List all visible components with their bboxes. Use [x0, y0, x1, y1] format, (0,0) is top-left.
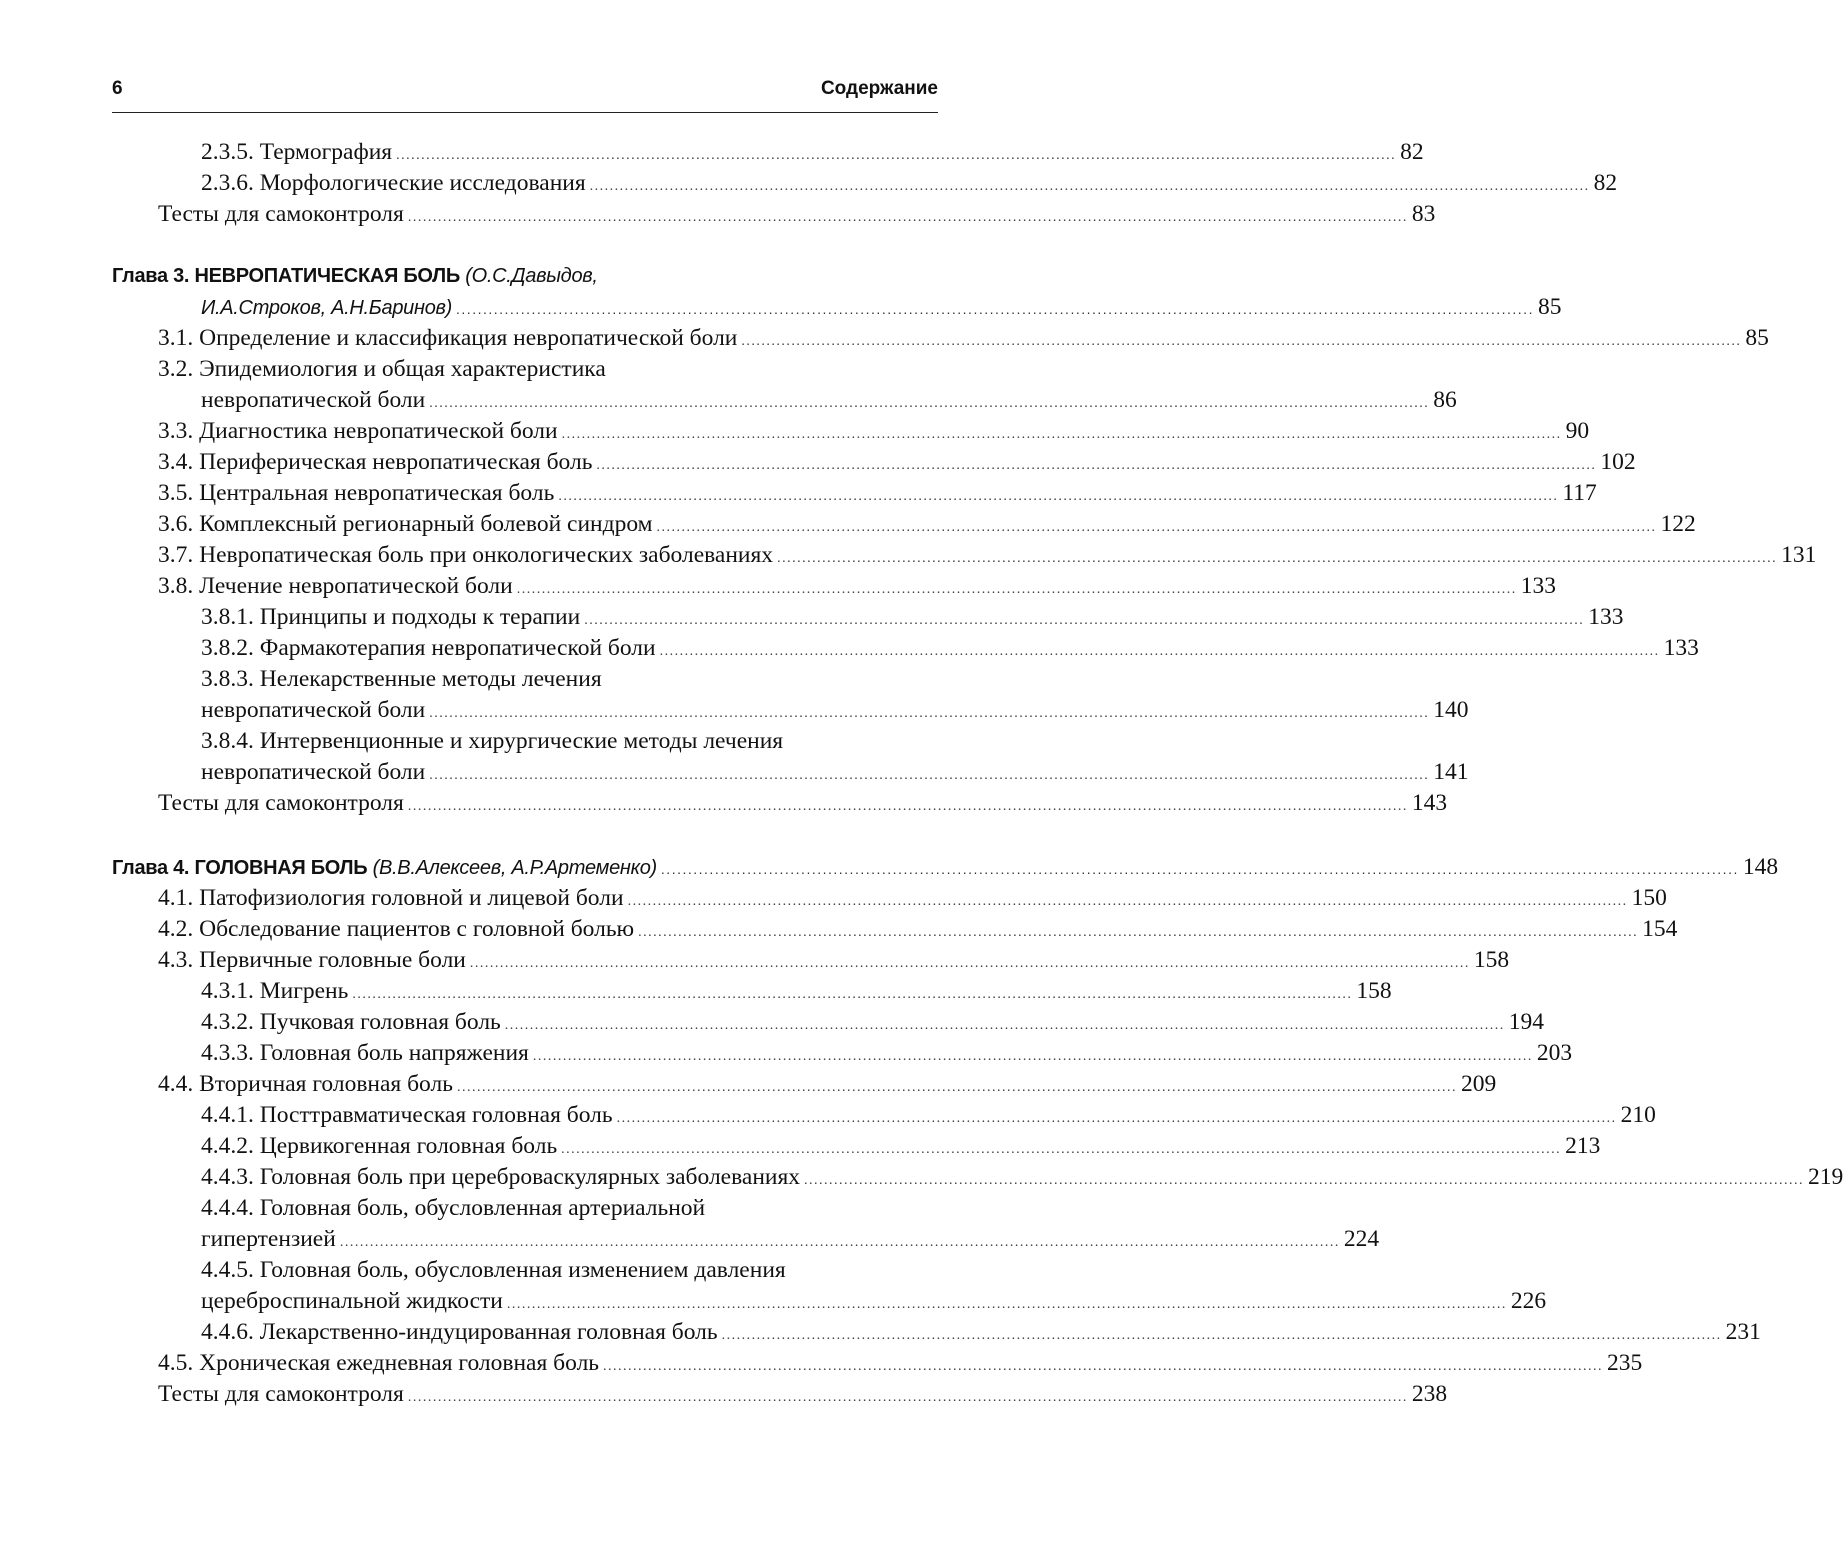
entry-number: 4.4.3. — [201, 1164, 254, 1190]
leader-dots: ........................................................................................................................................................................................................ — [589, 179, 1590, 194]
entry-page: 131 — [1781, 542, 1817, 568]
leader-dots: ........................................................................................................................................................................................................ — [469, 956, 1470, 971]
chapter-title: ГОЛОВНАЯ БОЛЬ — [194, 857, 368, 879]
entry-title: Посттравматическая головная боль — [259, 1102, 613, 1128]
leader-dots: ........................................................................................................................................................................................................ — [656, 520, 1657, 535]
entry-page: 154 — [1642, 916, 1678, 942]
leader-dots: ........................................................................................................................................................................................................ — [516, 582, 1517, 597]
page-header — [112, 78, 938, 113]
chapter-title: НЕВРОПАТИЧЕСКАЯ БОЛЬ — [194, 265, 460, 287]
toc-entry[interactable] — [201, 137, 1424, 168]
entry-title: Фармакотерапия невропатической боли — [259, 635, 656, 661]
leader-dots: ........................................................................................................................................................................................................ — [777, 551, 1778, 566]
entry-number: 3.7. — [158, 542, 194, 568]
toc-entry[interactable] — [201, 664, 931, 695]
entry-number: 3.3. — [158, 418, 194, 444]
entry-title: Тесты для самоконтроля — [158, 790, 404, 816]
toc-entry[interactable] — [158, 509, 1696, 540]
leader-dots: ........................................................................................................................................................................................................ — [407, 1390, 1408, 1405]
entry-number: 4.4.2. — [201, 1133, 254, 1159]
leader-dots: ........................................................................................................................................................................................................ — [532, 1049, 1533, 1064]
entry-page: 231 — [1725, 1319, 1761, 1345]
toc-entry[interactable] — [158, 945, 1510, 976]
toc-entry[interactable] — [201, 1162, 1843, 1193]
leader-dots: ........................................................................................................................................................................................................ — [429, 396, 1430, 411]
leader-dots: ........................................................................................................................................................................................................ — [659, 644, 1660, 659]
entry-title: невропатической боли — [201, 697, 426, 723]
toc-entry[interactable] — [158, 788, 1448, 819]
entry-title: Термография — [259, 139, 393, 165]
running-title: Содержание — [820, 78, 938, 99]
entry-title: Первичные головные боли — [199, 947, 466, 973]
entry-page: 85 — [1745, 325, 1769, 351]
entry-title: Нелекарственные методы лечения — [259, 666, 602, 692]
entry-number: 3.6. — [158, 511, 194, 537]
toc-entry[interactable] — [201, 1131, 1601, 1162]
toc-entry[interactable] — [201, 1007, 1545, 1038]
entry-title: Периферическая невропатическая боль — [199, 449, 593, 475]
entry-number: 4.4.4. — [201, 1195, 254, 1221]
leader-dots: ........................................................................................................................................................................................................ — [616, 1111, 1617, 1126]
entry-page: 194 — [1508, 1009, 1545, 1035]
entry-title: Обследование пациентов с головной болью — [199, 916, 635, 942]
toc-entry[interactable] — [158, 478, 1597, 509]
toc-entry[interactable] — [201, 1193, 931, 1224]
toc-entry[interactable] — [158, 914, 1678, 945]
entry-page: 224 — [1343, 1226, 1380, 1252]
entry-page: 133 — [1663, 635, 1699, 661]
leader-dots: ........................................................................................................................................................................................................ — [561, 427, 1562, 442]
entry-page: 219 — [1808, 1164, 1843, 1190]
entry-number: 4.3.2. — [201, 1009, 254, 1035]
toc-entry[interactable] — [201, 168, 1618, 199]
entry-number: 4.4.6. — [201, 1319, 254, 1345]
entry-page: 150 — [1631, 885, 1667, 911]
entry-page: 158 — [1473, 947, 1510, 973]
entry-page: 140 — [1433, 697, 1469, 723]
chapter-heading-continued[interactable] — [201, 292, 1562, 323]
leader-dots: ........................................................................................................................................................................................................ — [407, 210, 1408, 225]
entry-number: 4.2. — [158, 916, 194, 942]
toc-entry[interactable] — [201, 602, 1624, 633]
toc-entry[interactable] — [201, 1317, 1761, 1348]
entry-page: 83 — [1411, 201, 1436, 227]
toc-entry[interactable] — [158, 1379, 1448, 1410]
leader-dots: ........................................................................................................................................................................................................ — [429, 768, 1430, 783]
entry-number: 4.1. — [158, 885, 194, 911]
entry-number: 3.5. — [158, 480, 194, 506]
entry-title: Морфологические исследования — [259, 170, 586, 196]
leader-dots: ........................................................................................................................................................................................................ — [596, 458, 1597, 473]
leader-dots: ........................................................................................................................................................................................................ — [584, 613, 1585, 628]
entry-number: 3.4. — [158, 449, 194, 475]
entry-page: 85 — [1537, 294, 1562, 320]
leader-dots: ........................................................................................................................................................................................................ — [660, 861, 1739, 877]
entry-page: 90 — [1565, 418, 1590, 444]
toc-entry-continued[interactable] — [201, 757, 1469, 788]
leader-dots: ........................................................................................................................................................................................................ — [506, 1297, 1507, 1312]
leader-dots: ........................................................................................................................................................................................................ — [456, 1080, 1457, 1095]
toc-entry[interactable] — [201, 726, 931, 757]
entry-page: 210 — [1620, 1102, 1656, 1128]
chapter-label: Глава 4. — [112, 857, 190, 879]
chapter-heading[interactable] — [112, 852, 1779, 883]
entry-number: 4.3. — [158, 947, 194, 973]
toc-entry[interactable] — [158, 447, 1636, 478]
toc-entry[interactable] — [201, 1255, 931, 1286]
toc-entry[interactable] — [158, 354, 931, 385]
entry-page: 102 — [1600, 449, 1636, 475]
toc-entry[interactable] — [158, 1348, 1643, 1379]
entry-number: 4.4. — [158, 1071, 194, 1097]
entry-page: 122 — [1660, 511, 1696, 537]
toc-entry[interactable] — [158, 416, 1590, 447]
entry-page: 238 — [1411, 1381, 1448, 1407]
entry-page: 235 — [1607, 1350, 1643, 1376]
leader-dots: ........................................................................................................................................................................................................ — [456, 301, 1534, 317]
entry-title: Хроническая ежедневная головная боль — [199, 1350, 600, 1376]
toc-entry-continued[interactable] — [201, 695, 1469, 726]
entry-title: Мигрень — [259, 978, 349, 1004]
entry-page: 133 — [1520, 573, 1556, 599]
leader-dots: ........................................................................................................................................................................................................ — [603, 1359, 1604, 1374]
entry-title: Тесты для самоконтроля — [158, 1381, 404, 1407]
entry-title: Цервикогенная головная боль — [259, 1133, 558, 1159]
leader-dots: ........................................................................................................................................................................................................ — [407, 799, 1408, 814]
toc-entry[interactable] — [158, 540, 1817, 571]
entry-title: Головная боль, обусловленная артериальной — [259, 1195, 706, 1221]
entry-page: 148 — [1742, 854, 1779, 880]
toc-entry-continued[interactable] — [201, 1224, 1380, 1255]
entry-page: 213 — [1565, 1133, 1601, 1159]
toc-entry[interactable] — [158, 883, 1667, 914]
entry-number: 3.8. — [158, 573, 194, 599]
leader-dots: ........................................................................................................................................................................................................ — [396, 148, 1397, 163]
entry-number: 4.4.5. — [201, 1257, 254, 1283]
entry-page: 209 — [1460, 1071, 1497, 1097]
entry-title: Центральная невропатическая боль — [199, 480, 555, 506]
entry-title: Патофизиология головной и лицевой боли — [199, 885, 624, 911]
entry-page: 86 — [1433, 387, 1457, 413]
entry-page: 203 — [1536, 1040, 1573, 1066]
entry-title: Определение и классификация невропатической боли — [199, 325, 738, 351]
entry-page: 226 — [1510, 1288, 1547, 1314]
leader-dots: ........................................................................................................................................................................................................ — [339, 1235, 1340, 1250]
entry-title: Головная боль напряжения — [259, 1040, 529, 1066]
entry-title: Эпидемиология и общая характеристика — [199, 356, 606, 382]
entry-page: 82 — [1593, 170, 1618, 196]
entry-number: 4.4.1. — [201, 1102, 254, 1128]
entry-number: 4.3.3. — [201, 1040, 254, 1066]
leader-dots: ........................................................................................................................................................................................................ — [561, 1142, 1562, 1157]
page-number: 6 — [112, 78, 123, 99]
toc-entry[interactable] — [201, 1100, 1656, 1131]
leader-dots: ........................................................................................................................................................................................................ — [429, 706, 1430, 721]
entry-page: 158 — [1356, 978, 1392, 1004]
leader-dots: ........................................................................................................................................................................................................ — [352, 987, 1353, 1002]
entry-title: Тесты для самоконтроля — [158, 201, 404, 227]
toc-entry-continued[interactable] — [201, 1286, 1547, 1317]
leader-dots: ........................................................................................................................................................................................................ — [804, 1173, 1805, 1188]
toc-entry[interactable] — [158, 571, 1556, 602]
entry-number: 4.3.1. — [201, 978, 254, 1004]
leader-dots: ........................................................................................................................................................................................................ — [558, 489, 1559, 504]
entry-number: 2.3.5. — [201, 139, 254, 165]
toc-entry[interactable] — [158, 199, 1436, 230]
chapter-label: Глава 3. — [112, 265, 190, 287]
leader-dots: ........................................................................................................................................................................................................ — [741, 334, 1742, 349]
entry-title: Диагностика невропатической боли — [199, 418, 558, 444]
leader-dots: ........................................................................................................................................................................................................ — [721, 1328, 1722, 1343]
entry-title: цереброспинальной жидкости — [201, 1288, 503, 1314]
entry-number: 2.3.6. — [201, 170, 254, 196]
entry-page: 133 — [1588, 604, 1624, 630]
toc-entry[interactable] — [158, 323, 1769, 354]
entry-number: 3.1. — [158, 325, 194, 351]
entry-title: невропатической боли — [201, 387, 426, 413]
chapter-heading[interactable] — [112, 261, 931, 292]
entry-number: 3.8.1. — [201, 604, 254, 630]
entry-title: Лечение невропатической боли — [199, 573, 513, 599]
entry-title: Невропатическая боль при онкологических заболеваниях — [199, 542, 774, 568]
leader-dots: ........................................................................................................................................................................................................ — [638, 925, 1639, 940]
entry-page: 117 — [1562, 480, 1597, 506]
chapter-authors: И.А.Строков, А.Н.Баринов) — [201, 297, 453, 319]
toc-entry-continued[interactable] — [201, 385, 1457, 416]
chapter-authors: (О.С.Давыдов, — [465, 265, 598, 287]
entry-number: 3.8.4. — [201, 728, 254, 754]
toc-entry[interactable] — [201, 633, 1699, 664]
entry-title: Комплексный регионарный болевой синдром — [199, 511, 653, 537]
entry-number: 3.2. — [158, 356, 194, 382]
entry-title: Пучковая головная боль — [259, 1009, 501, 1035]
entry-number: 4.5. — [158, 1350, 194, 1376]
toc-entry[interactable] — [201, 976, 1392, 1007]
leader-dots: ........................................................................................................................................................................................................ — [627, 894, 1628, 909]
entry-number: 3.8.2. — [201, 635, 254, 661]
entry-title: Интервенционные и хирургические методы лечения — [259, 728, 784, 754]
toc-entry[interactable] — [158, 1069, 1497, 1100]
entry-title: невропатической боли — [201, 759, 426, 785]
entry-title: Головная боль при цереброваскулярных заболеваниях — [259, 1164, 801, 1190]
entry-title: Вторичная головная боль — [199, 1071, 453, 1097]
entry-page: 143 — [1411, 790, 1448, 816]
toc-entry[interactable] — [201, 1038, 1573, 1069]
entry-number: 3.8.3. — [201, 666, 254, 692]
entry-title: Головная боль, обусловленная изменением давления — [259, 1257, 786, 1283]
entry-title: Лекарственно-индуцированная головная боль — [259, 1319, 718, 1345]
entry-page: 82 — [1400, 139, 1424, 165]
leader-dots: ........................................................................................................................................................................................................ — [504, 1018, 1505, 1033]
entry-title: Принципы и подходы к терапии — [259, 604, 581, 630]
entry-title: гипертензией — [201, 1226, 336, 1252]
entry-page: 141 — [1433, 759, 1469, 785]
chapter-authors: (В.В.Алексеев, А.Р.Артеменко) — [372, 857, 657, 879]
